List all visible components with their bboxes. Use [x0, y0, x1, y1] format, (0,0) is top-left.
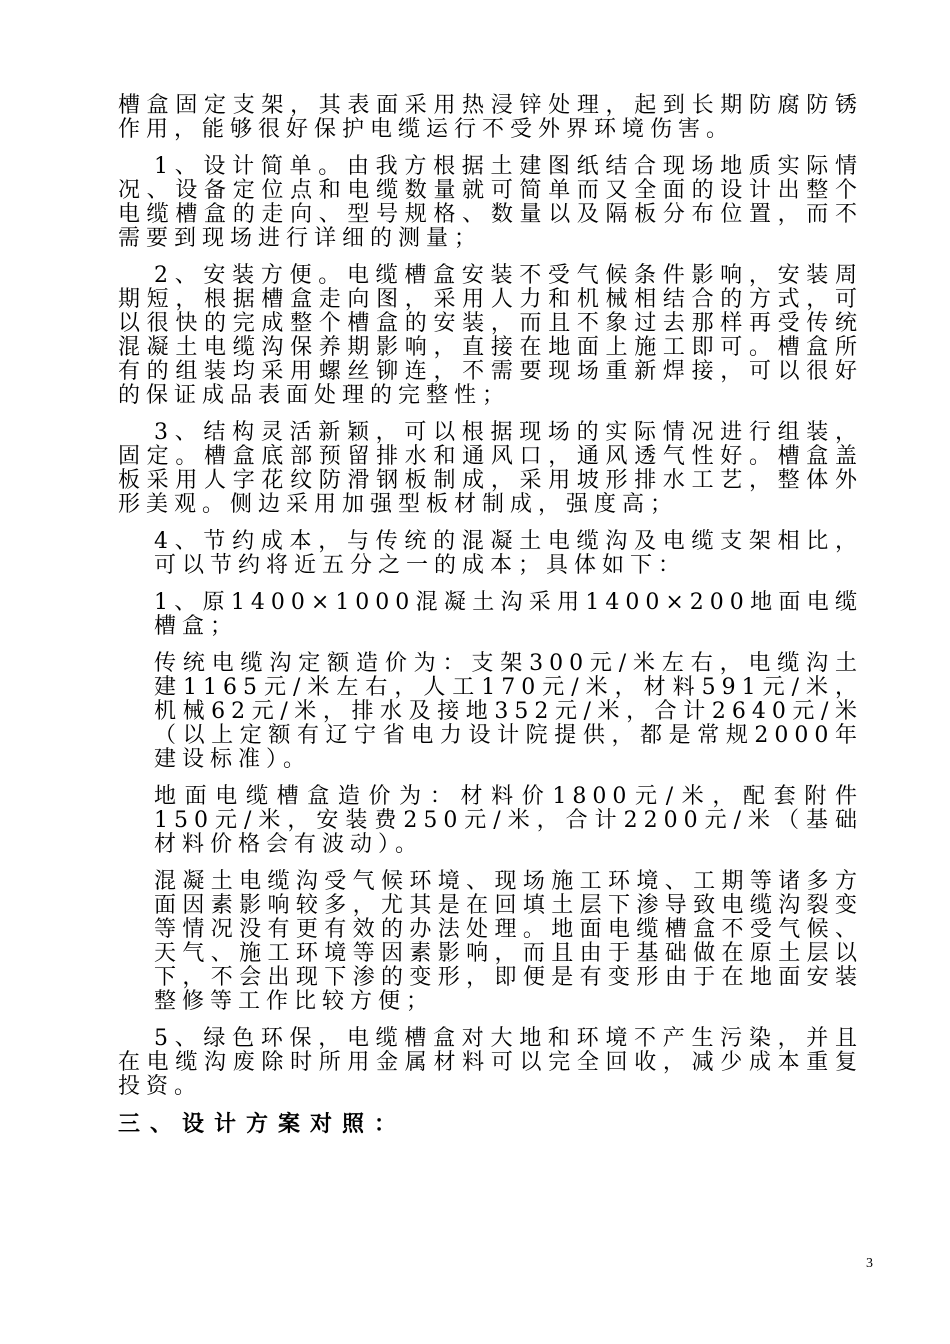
paragraph-traditional-cost: 传统电缆沟定额造价为：支架300元/米左右，电缆沟土建1165元/米左右，人工170元/米，材料591元/米，机械62元/米，排水及接地352元/米，合计2640元/米（以上定额有辽宁省电力设计院提供，都是常规2000年建设标准）。	[154, 651, 863, 772]
paragraph-flexible-structure: 3、结构灵活新颖，可以根据现场的实际情况进行组装，固定。槽盒底部预留排水和通风口，通风透气性好。槽盒盖板采用人字花纹防滑钢板制成，采用坡形排水工艺，整体外形美观。侧边采用加强型板材制成，强度高；	[118, 420, 863, 517]
paragraph-easy-install: 2、安装方便。电缆槽盒安装不受气候条件影响，安装周期短，根据槽盒走向图，采用人力和机械相结合的方式，可以很快的完成整个槽盒的安装，而且不象过去那样再受传统混凝土电缆沟保养期影响，直接在地面上施工即可。槽盒所有的组装均采用螺丝铆连，不需要现场重新焊接，可以很好的保证成品表面处理的完整性；	[118, 263, 863, 408]
section-heading: 三、设计方案对照：	[118, 1111, 407, 1137]
paragraph-bracket-support: 槽盒固定支架，其表面采用热浸锌处理，起到长期防腐防锈作用，能够很好保护电缆运行不受外界环境伤害。	[118, 93, 863, 142]
page-body	[118, 94, 863, 1136]
paragraph-environment-impact: 混凝土电缆沟受气候环境、现场施工环境、工期等诸多方面因素影响较多，尤其是在回填土层下渗导致电缆沟裂变等情况没有更有效的办法处理。地面电缆槽盒不受气候、天气、施工环境等因素影响，而且由于基础做在原土层以下，不会出现下渗的变形，即便是有变形由于在地面安装整修等工作比较方便；	[154, 869, 863, 1014]
paragraph-cost-item-1: 1、原1400×1000混凝土沟采用1400×200地面电缆槽盒；	[154, 590, 863, 639]
paragraph-simple-design: 1、设计简单。由我方根据土建图纸结合现场地质实际情况、设备定位点和电缆数量就可简单而又全面的设计出整个电缆槽盒的走向、型号规格、数量以及隔板分布位置，而不需要到现场进行详细的测量；	[118, 154, 863, 251]
page-number: 3	[866, 1256, 873, 1271]
paragraph-trough-cost: 地面电缆槽盒造价为：材料价1800元/米，配套附件150元/米，安装费250元/米，合计2200元/米（基础材料价格会有波动）。	[154, 784, 863, 857]
paragraph-cost-saving: 4、节约成本，与传统的混凝土电缆沟及电缆支架相比，可以节约将近五分之一的成本；具体如下：	[154, 529, 863, 578]
paragraph-green: 5、绿色环保，电缆槽盒对大地和环境不产生污染，并且在电缆沟废除时所用金属材料可以完全回收，减少成本重复投资。	[118, 1026, 863, 1099]
